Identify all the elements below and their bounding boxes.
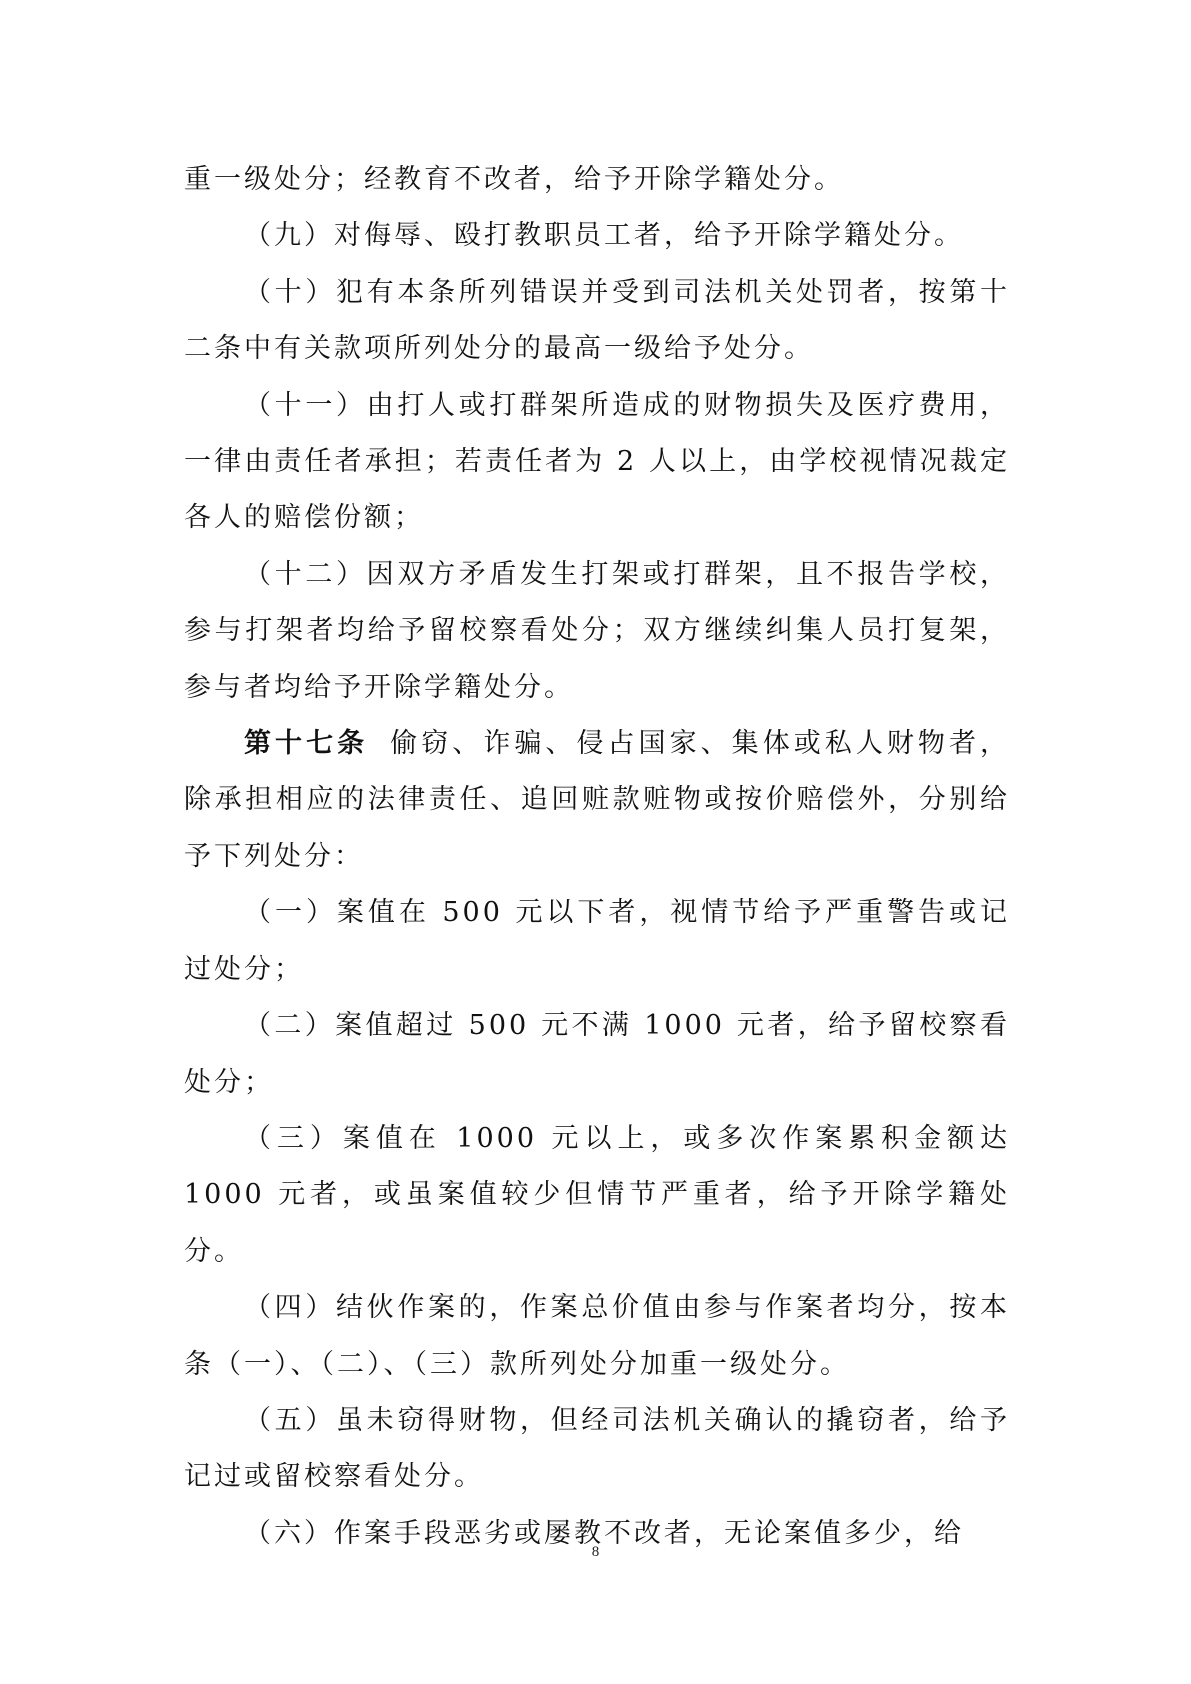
article-heading: 第十七条 <box>244 728 369 760</box>
paragraph: 重一级处分；经教育不改者，给予开除学籍处分。 <box>184 164 844 195</box>
paragraph: （十一）由打人或打群架所造成的财物损失及医疗费用，一律由责任者承担；若责任者为 2 人以上，由学校视情况裁定各人的赔偿份额； <box>184 389 1010 534</box>
paragraph: （六）作案手段恶劣或屡教不改者，无论案值多少，给 <box>244 1517 964 1549</box>
paragraph: （一）案值在 500 元以下者，视情节给予严重警告或记过处分； <box>184 897 1010 985</box>
paragraph: （十二）因双方矛盾发生打架或打群架，且不报告学校，参与打架者均给予留校察看处分；双方继续纠集人员打复架，参与者均给予开除学籍处分。 <box>184 558 1010 703</box>
paragraph: （十）犯有本条所列错误并受到司法机关处罚者，按第十二条中有关款项所列处分的最高一级给予处分。 <box>184 276 1010 365</box>
article-paragraph <box>184 716 1010 885</box>
page-number: 8 <box>591 1544 600 1560</box>
paragraph: （三）案值在 1000 元以上，或多次作案累积金额达 1000 元者，或虽案值较少但情节严重者，给予开除学籍处分。 <box>184 1122 1010 1267</box>
article-text: 偷窃、诈骗、侵占国家、集体或私人财物者，除承担相应的法律责任、追回赃款赃物或按价赔偿外，分别给予下列处分： <box>184 728 1011 872</box>
paragraph: （九）对侮辱、殴打教职员工者，给予开除学籍处分。 <box>244 220 964 252</box>
body-text <box>184 152 1010 1562</box>
paragraph: （二）案值超过 500 元不满 1000 元者，给予留校察看处分； <box>184 1010 1010 1098</box>
paragraph: （五）虽未窃得财物，但经司法机关确认的撬窃者，给予记过或留校察看处分。 <box>184 1404 1010 1493</box>
paragraph: （四）结伙作案的，作案总价值由参与作案者均分，按本条（一）、（二）、（三）款所列处分加重一级处分。 <box>184 1292 1010 1380</box>
